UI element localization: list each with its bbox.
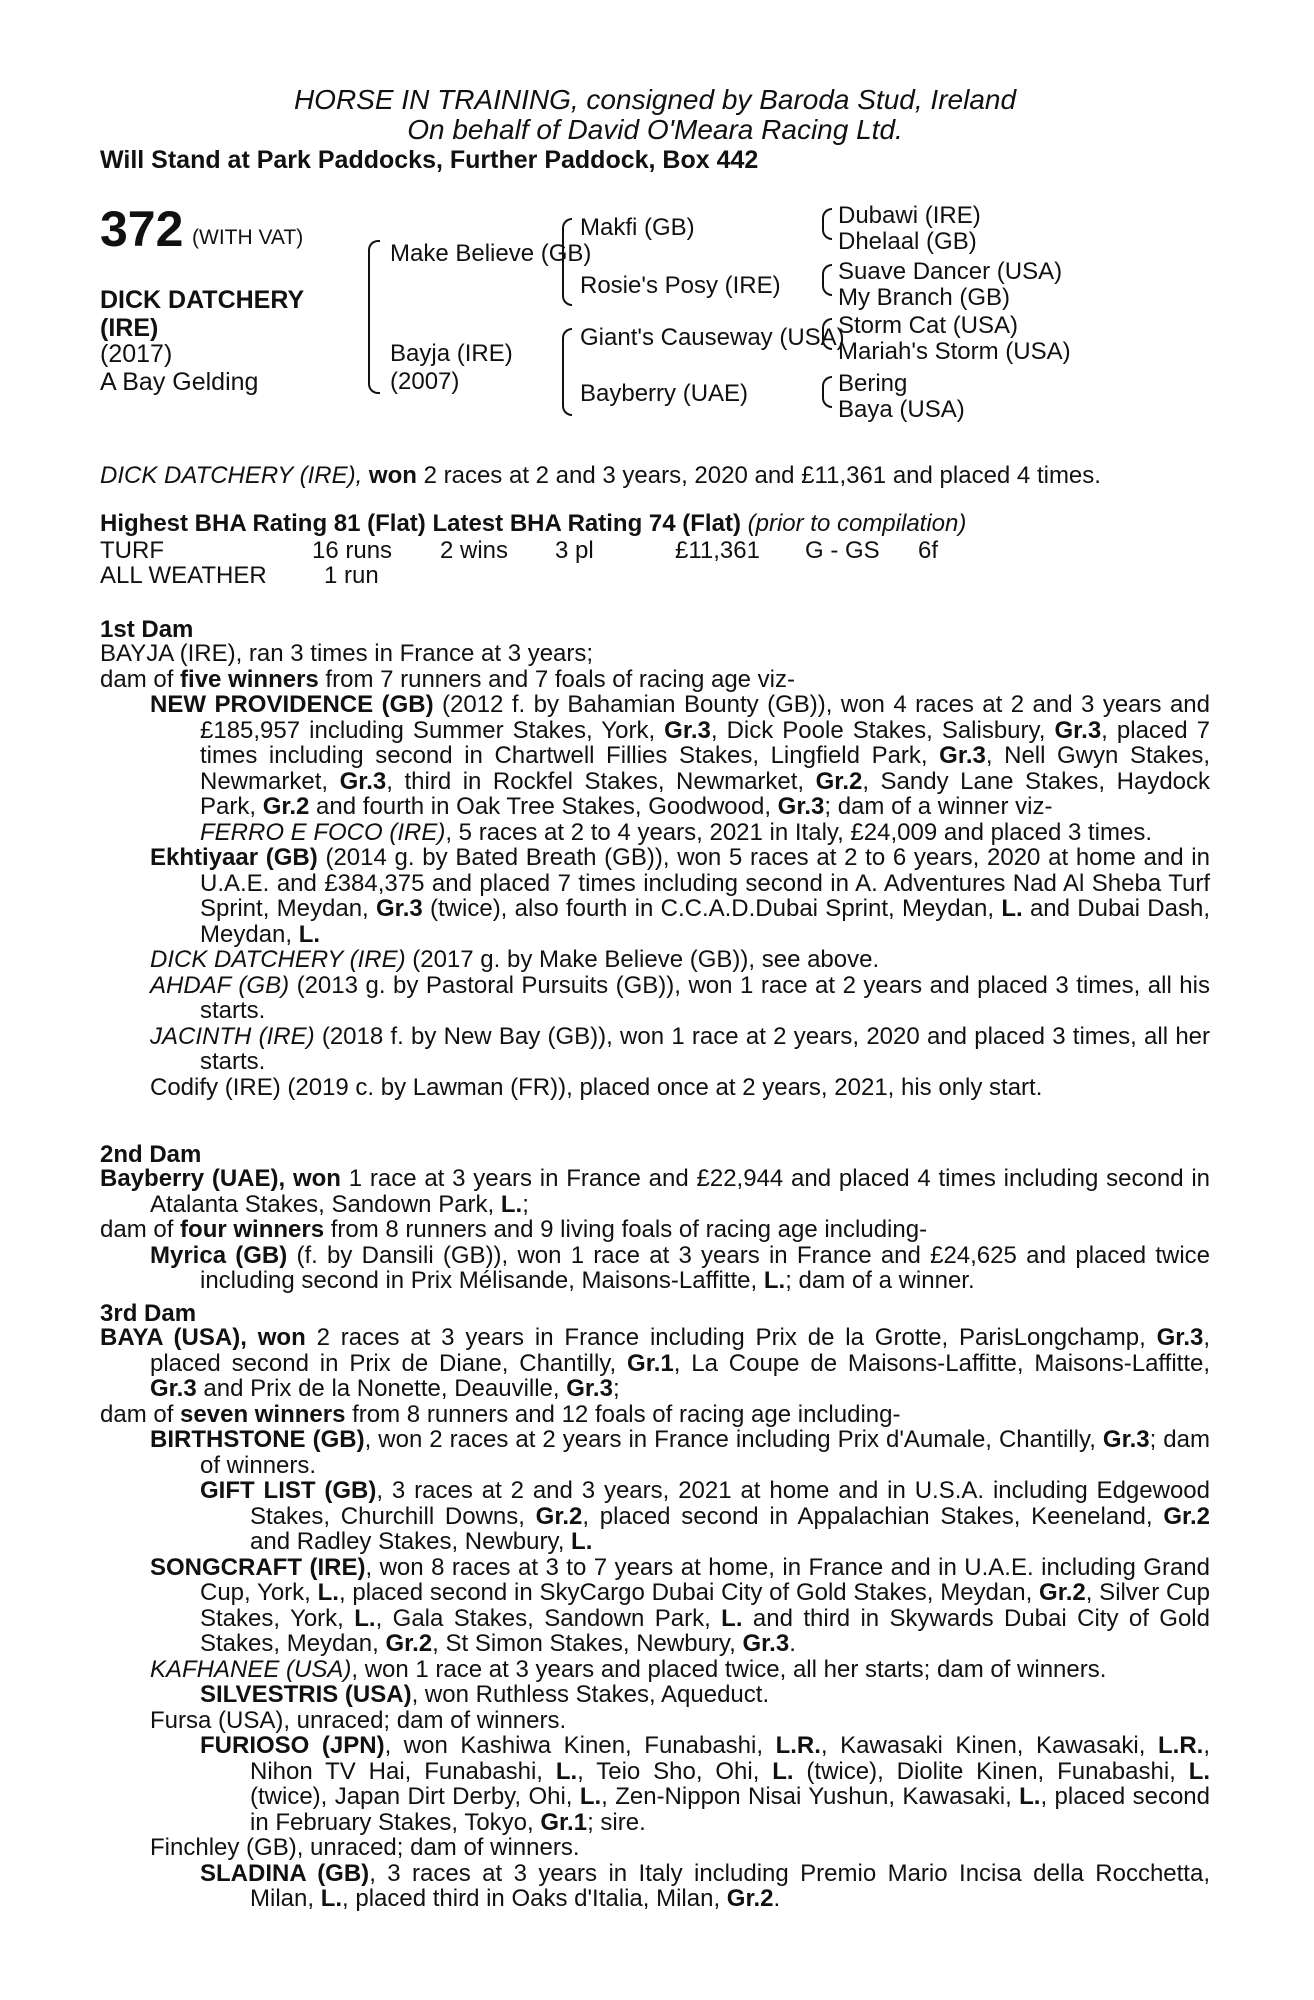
dam3-produce-line: dam of seven winners from 8 runners and 12 foals of racing age including- bbox=[100, 1400, 901, 1428]
second-dam-section bbox=[100, 1166, 1210, 1294]
race-summary bbox=[100, 462, 1101, 490]
produce-finchley: Finchley (GB), unraced; dam of winners. bbox=[150, 1834, 580, 1861]
aw-label: ALL WEATHER bbox=[100, 562, 267, 589]
produce-sladina: SLADINA (GB), 3 races at 3 years in Italy including Premio Mario Incisa della Rocchetta, Milan, L., placed third in Oaks d'Italia, Milan, Gr.2. bbox=[200, 1859, 1210, 1912]
dam1-produce-line: dam of five winners from 7 runners and 7 foals of racing age viz- bbox=[100, 665, 796, 693]
pedigree-g1: Dubawi (IRE) bbox=[838, 202, 981, 229]
pedigree-g2: Dhelaal (GB) bbox=[838, 228, 977, 255]
produce-dick-datchery: DICK DATCHERY (IRE) (2017 g. by Make Believe (GB)), see above. bbox=[150, 946, 880, 973]
dam3-line: BAYA (USA), won 2 races at 3 years in France including Prix de la Grotte, ParisLongchamp, Gr.3, placed second in Prix de Diane, Chantilly, Gr.1, La Coupe de Maisons-Laffitte, Maisons-Laffitte, Gr.3 and Prix de la Nonette, Deauville, Gr.3; bbox=[100, 1324, 1211, 1402]
rating-text: Highest BHA Rating 81 (Flat) Latest BHA Rating 74 (Flat) bbox=[100, 510, 741, 537]
produce-gift-list: GIFT LIST (GB), 3 races at 2 and 3 years, 2021 at home and in U.S.A. including Edgewood Stakes, Churchill Downs, Gr.2, placed second in Appalachian Stakes, Keeneland, Gr.2 and Radley Stakes, Newbury, L. bbox=[200, 1477, 1211, 1555]
pedigree-sire-sire: Makfi (GB) bbox=[580, 214, 695, 241]
produce-furioso: FURIOSO (JPN), won Kashiwa Kinen, Funabashi, L.R., Kawasaki Kinen, Kawasaki, L.R., Nihon TV Hai, Funabashi, L., Teio Sho, Ohi, L. (twice), Diolite Kinen, Funabashi, L. (twice), Japan Dirt Derby, Ohi, L., Zen-Nippon Nisai Yushun, Kawasaki, L., placed second in February Stakes, Tokyo, Gr.1; sire. bbox=[200, 1732, 1211, 1836]
summary-rest: 2 races at 2 and 3 years, 2020 and £11,361 and placed 4 times. bbox=[423, 462, 1101, 489]
produce-kafhanee: KAFHANEE (USA), won 1 race at 3 years and placed twice, all her starts; dam of winners. bbox=[150, 1655, 1107, 1683]
turf-label: TURF bbox=[100, 537, 164, 564]
third-dam-section bbox=[100, 1325, 1210, 1912]
pedigree-g4: My Branch (GB) bbox=[838, 284, 1011, 311]
summary-won: won bbox=[368, 462, 417, 489]
first-dam-heading: 1st Dam bbox=[100, 616, 194, 643]
second-dam-heading: 2nd Dam bbox=[100, 1141, 202, 1168]
pedigree-brace-sire bbox=[562, 218, 572, 306]
horse-info bbox=[100, 340, 258, 396]
bha-rating bbox=[100, 510, 966, 538]
produce-birthstone: BIRTHSTONE (GB), won 2 races at 2 years in France including Prix d'Aumale, Chantilly, Gr.3; dam of winners. bbox=[150, 1426, 1210, 1479]
pedigree-g8: Baya (USA) bbox=[838, 396, 965, 423]
pedigree-g3: Suave Dancer (USA) bbox=[838, 258, 1063, 285]
pedigree-dam: Bayja (IRE) bbox=[390, 340, 513, 367]
produce-ahdaf: AHDAF (GB) (2013 g. by Pastoral Pursuits (GB)), won 1 race at 2 years and placed 3 times, all his starts. bbox=[150, 971, 1210, 1024]
produce-myrica: Myrica (GB) (f. by Dansili (GB)), won 1 race at 3 years in France and £24,625 and placed twice including second in Prix Mélisande, Maisons-Laffitte, L.; dam of a winner. bbox=[150, 1241, 1210, 1294]
stand-location: Will Stand at Park Paddocks, Further Paddock, Box 442 bbox=[100, 146, 759, 174]
turf-earnings: £11,361 bbox=[675, 537, 760, 564]
pedigree-brace-g4 bbox=[822, 376, 832, 408]
pedigree-g5: Storm Cat (USA) bbox=[838, 312, 1019, 339]
pedigree-dam-dam: Bayberry (UAE) bbox=[580, 380, 749, 407]
first-dam-section bbox=[100, 641, 1210, 1100]
lot-number: 372 bbox=[100, 201, 184, 257]
produce-jacinth: JACINTH (IRE) (2018 f. by New Bay (GB)), won 1 race at 2 years, 2020 and placed 3 times, all her starts. bbox=[150, 1022, 1210, 1075]
turf-runs: 16 runs bbox=[312, 537, 393, 564]
pedigree-brace-main bbox=[368, 240, 380, 394]
pedigree-dam-year: (2007) bbox=[390, 368, 460, 395]
summary-name: DICK DATCHERY (IRE), bbox=[100, 462, 363, 489]
aw-runs: 1 run bbox=[324, 562, 379, 589]
rating-note: (prior to compilation) bbox=[747, 510, 967, 537]
dam2-produce-line: dam of four winners from 8 runners and 9 living foals of racing age including- bbox=[100, 1216, 928, 1243]
produce-ekhtiyaar: Ekhtiyaar (GB) (2014 g. by Bated Breath (GB)), won 5 races at 2 to 6 years, 2020 at home and in U.A.E. and £384,375 and placed 7 times including second in A. Adventures Nad Al Sheba Turf Sprint, Meydan, Gr.3 (twice), also fourth in C.C.A.D.Dubai Sprint, Meydan, L. and Dubai Dash, Meydan, L. bbox=[150, 844, 1210, 948]
consignor-line: HORSE IN TRAINING, consigned by Baroda Stud, Ireland bbox=[293, 84, 1017, 115]
pedigree-brace-g3 bbox=[822, 318, 832, 350]
produce-songcraft: SONGCRAFT (IRE), won 8 races at 3 to 7 years at home, in France and in U.A.E. including Grand Cup, York, L., placed second in SkyCargo Dubai City of Gold Stakes, Meydan, Gr.2, Silver Cup Stakes, York, L., Gala Stakes, Sandown Park, L. and third in Skywards Dubai City of Gold Stakes, Meydan, Gr.2, St Simon Stakes, Newbury, Gr.3. bbox=[150, 1553, 1211, 1657]
third-dam-heading: 3rd Dam bbox=[100, 1300, 197, 1327]
horse-description: A Bay Gelding bbox=[100, 368, 259, 396]
produce-fursa: Fursa (USA), unraced; dam of winners. bbox=[150, 1706, 567, 1734]
pedigree-sire: Make Believe (GB) bbox=[390, 240, 592, 267]
catalogue-page bbox=[100, 0, 1210, 2000]
produce-codify: Codify (IRE) (2019 c. by Lawman (FR)), placed once at 2 years, 2021, his only start. bbox=[150, 1073, 1043, 1101]
pedigree-dam-sire: Giant's Causeway (USA) bbox=[580, 324, 845, 351]
pedigree-g6: Mariah's Storm (USA) bbox=[838, 338, 1071, 365]
vat-note: (WITH VAT) bbox=[192, 226, 304, 249]
pedigree-brace-g1 bbox=[822, 208, 832, 240]
horse-name: DICK DATCHERY (IRE) bbox=[100, 286, 304, 342]
pedigree-brace-g2 bbox=[822, 264, 832, 296]
produce-new-providence: NEW PROVIDENCE (GB) (2012 f. by Bahamian Bounty (GB)), won 4 races at 2 and 3 years and £185,957 including Summer Stakes, York, Gr.3, Dick Poole Stakes, Salisbury, Gr.3, placed 7 times including second in Chartwell Fillies Stakes, Lingfield Park, Gr.3, Nell Gwyn Stakes, Newmarket, Gr.3, third in Rockfel Stakes, Newmarket, Gr.2, Sandy Lane Stakes, Haydock Park, Gr.2 and fourth in Oak Tree Stakes, Goodwood, Gr.3; dam of a winner viz- bbox=[150, 691, 1211, 820]
produce-silvestris: SILVESTRIS (USA), won Ruthless Stakes, Aqueduct. bbox=[200, 1681, 770, 1708]
turf-going: G - GS bbox=[805, 537, 880, 564]
foaling-year: (2017) bbox=[100, 340, 173, 368]
turf-wins: 2 wins bbox=[440, 537, 509, 564]
pedigree-g7: Bering bbox=[838, 370, 908, 397]
turf-distance: 6f bbox=[918, 537, 939, 564]
dam1-line: BAYJA (IRE), ran 3 times in France at 3 years; bbox=[100, 640, 594, 667]
pedigree-brace-dam bbox=[562, 328, 572, 416]
dam2-line: Bayberry (UAE), won 1 race at 3 years in France and £22,944 and placed 4 times including second in Atalanta Stakes, Sandown Park, L.; bbox=[100, 1165, 1211, 1218]
pedigree-sire-dam: Rosie's Posy (IRE) bbox=[580, 272, 781, 299]
turf-placings: 3 pl bbox=[555, 537, 594, 564]
on-behalf-line: On behalf of David O'Meara Racing Ltd. bbox=[407, 114, 903, 145]
produce-ferro-e-foco: FERRO E FOCO (IRE), 5 races at 2 to 4 years, 2021 in Italy, £24,009 and placed 3 times. bbox=[200, 818, 1152, 846]
